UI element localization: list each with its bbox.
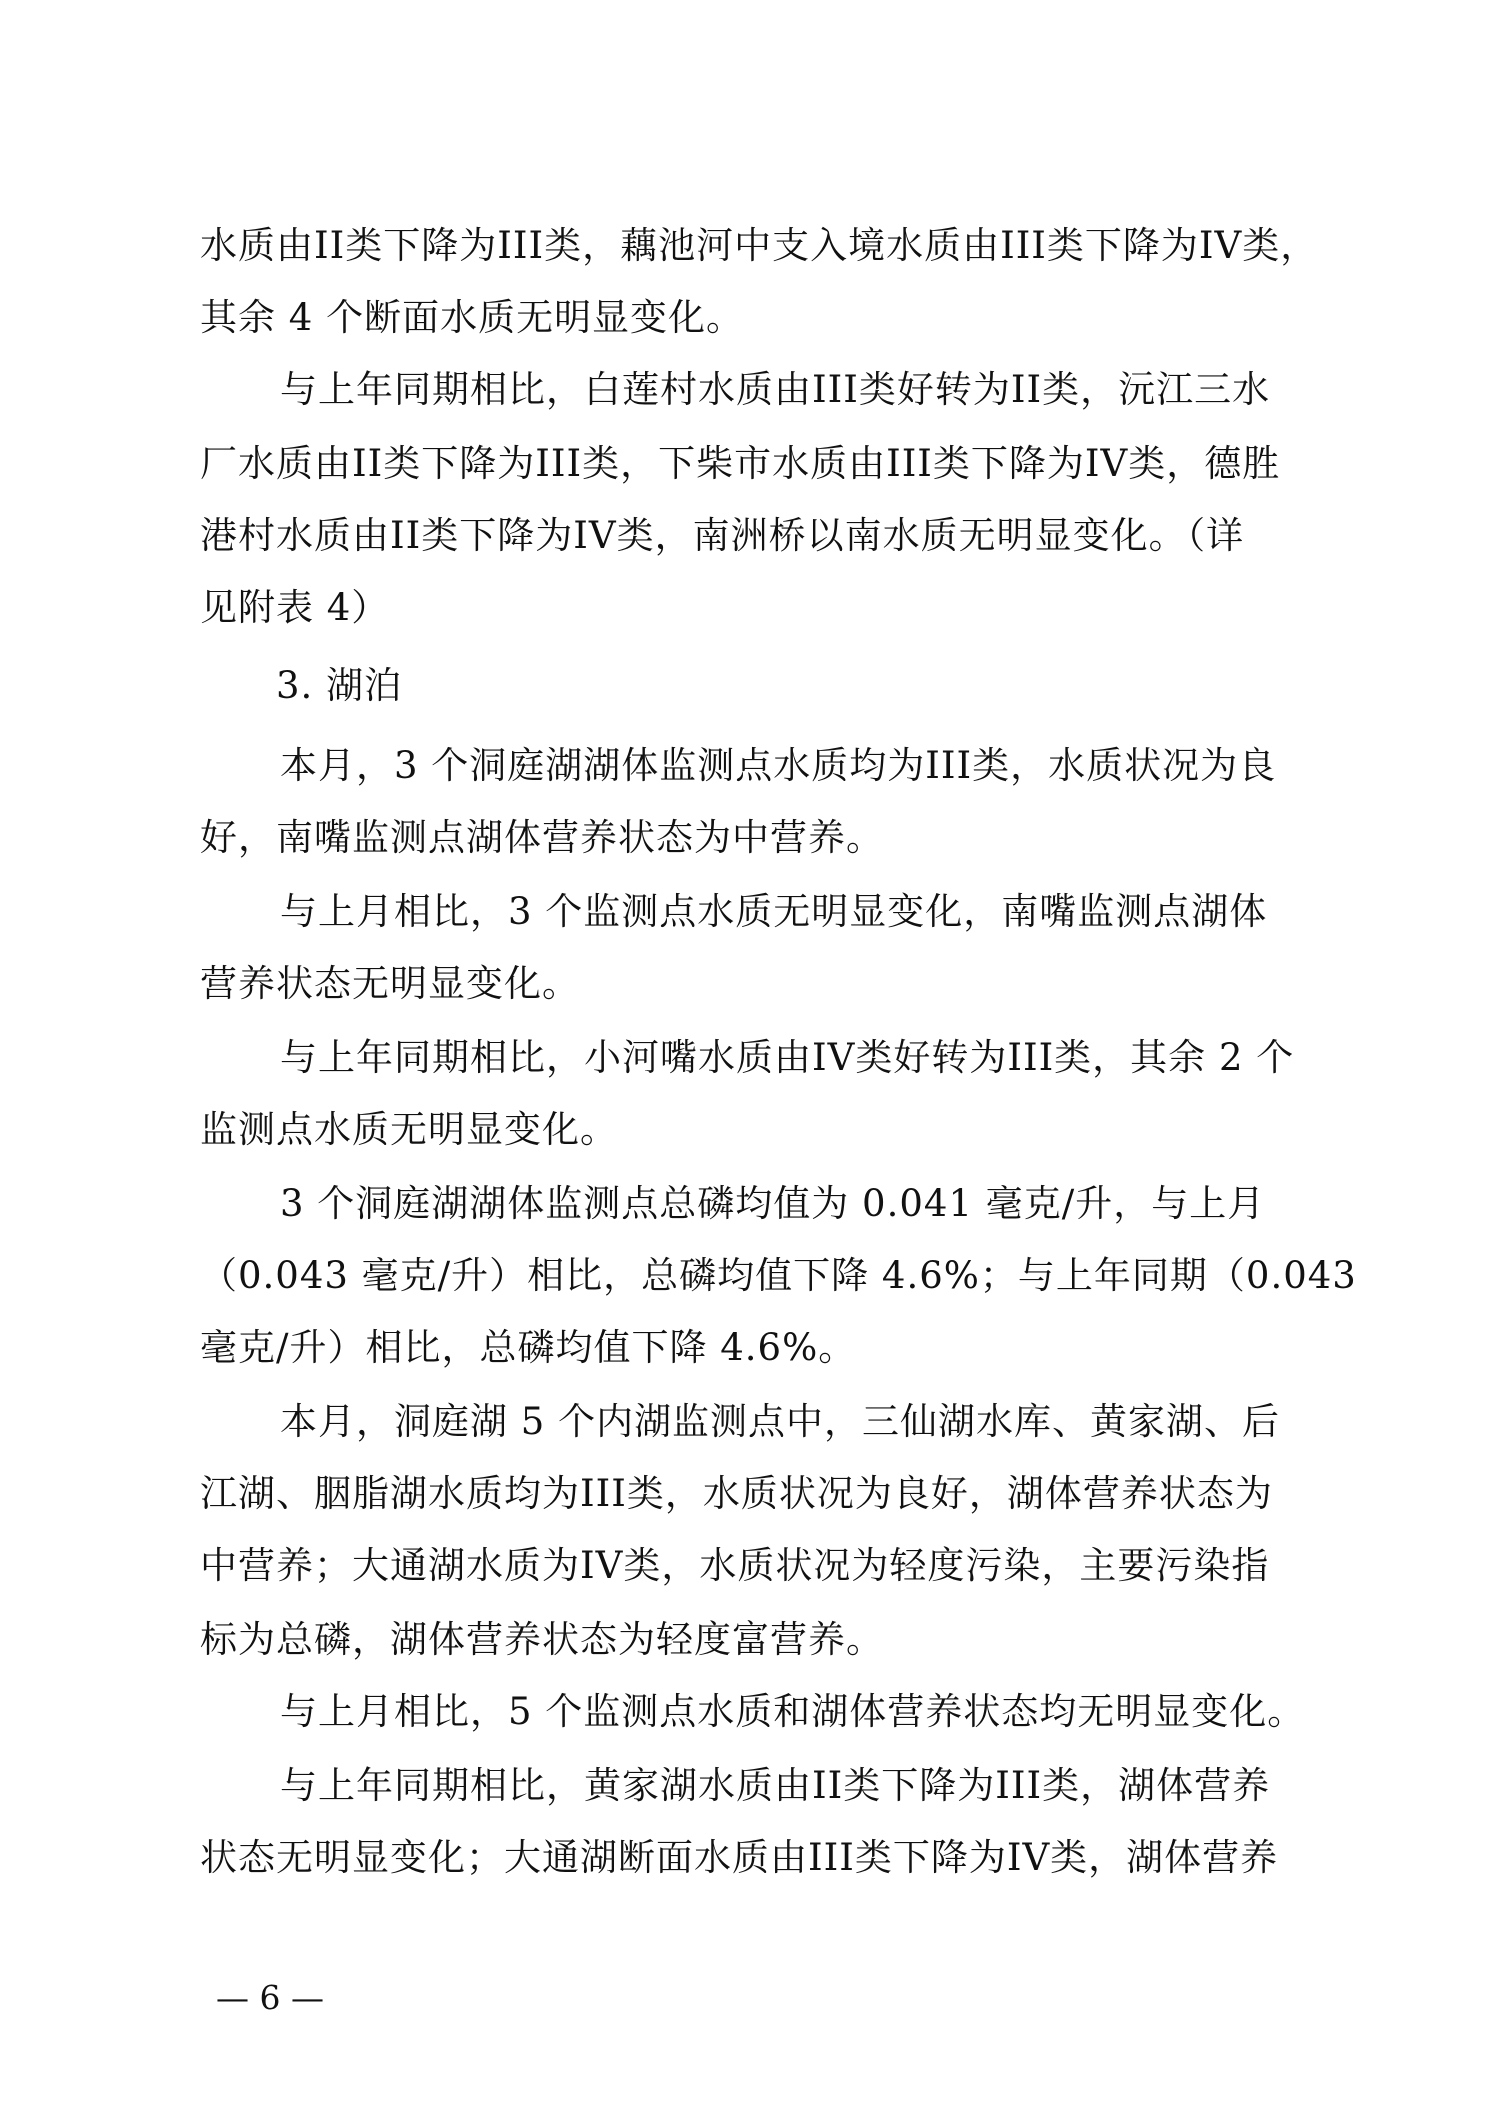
- text-line: 中营养；大通湖水质为IV类，水质状况为轻度污染，主要污染指: [200, 1544, 1270, 1587]
- text-line: 港村水质由II类下降为IV类，南洲桥以南水质无明显变化。（详: [200, 514, 1245, 557]
- text-line: 厂水质由II类下降为III类，下柴市水质由III类下降为IV类，德胜: [200, 442, 1281, 485]
- paragraph-first-line: 与上月相比，5 个监测点水质和湖体营养状态均无明显变化。: [280, 1690, 1306, 1733]
- paragraph-first-line: 与上月相比，3 个监测点水质无明显变化，南嘴监测点湖体: [280, 890, 1268, 933]
- text-line: 监测点水质无明显变化。: [200, 1108, 618, 1151]
- text-line: （0.043 毫克/升）相比，总磷均值下降 4.6%；与上年同期（0.043: [200, 1254, 1357, 1297]
- text-line: 标为总磷，湖体营养状态为轻度富营养。: [200, 1618, 884, 1661]
- paragraph-first-line: 本月，洞庭湖 5 个内湖监测点中，三仙湖水库、黄家湖、后: [280, 1400, 1281, 1443]
- text-line: 状态无明显变化；大通湖断面水质由III类下降为IV类，湖体营养: [200, 1836, 1279, 1879]
- paragraph-first-line: 与上年同期相比，白莲村水质由III类好转为II类，沅江三水: [280, 368, 1271, 411]
- paragraph-first-line: 3 个洞庭湖湖体监测点总磷均值为 0.041 毫克/升，与上月: [280, 1182, 1266, 1225]
- text-line: 毫克/升）相比，总磷均值下降 4.6%。: [200, 1326, 857, 1369]
- paragraph-first-line: 与上年同期相比，黄家湖水质由II类下降为III类，湖体营养: [280, 1764, 1271, 1807]
- section-heading: 3. 湖泊: [276, 664, 403, 707]
- paragraph-first-line: 本月，3 个洞庭湖湖体监测点水质均为III类，水质状况为良: [280, 744, 1277, 787]
- text-line: 水质由II类下降为III类，藕池河中支入境水质由III类下降为IV类，: [200, 224, 1319, 267]
- text-line: 其余 4 个断面水质无明显变化。: [200, 296, 745, 339]
- page-number: — 6 —: [216, 1978, 324, 2017]
- text-line: 江湖、胭脂湖水质均为III类，水质状况为良好，湖体营养状态为: [200, 1472, 1273, 1515]
- paragraph-first-line: 与上年同期相比，小河嘴水质由IV类好转为III类，其余 2 个: [280, 1036, 1295, 1079]
- text-line: 见附表 4）: [200, 586, 390, 629]
- text-line: 营养状态无明显变化。: [200, 962, 580, 1005]
- text-line: 好，南嘴监测点湖体营养状态为中营养。: [200, 816, 884, 859]
